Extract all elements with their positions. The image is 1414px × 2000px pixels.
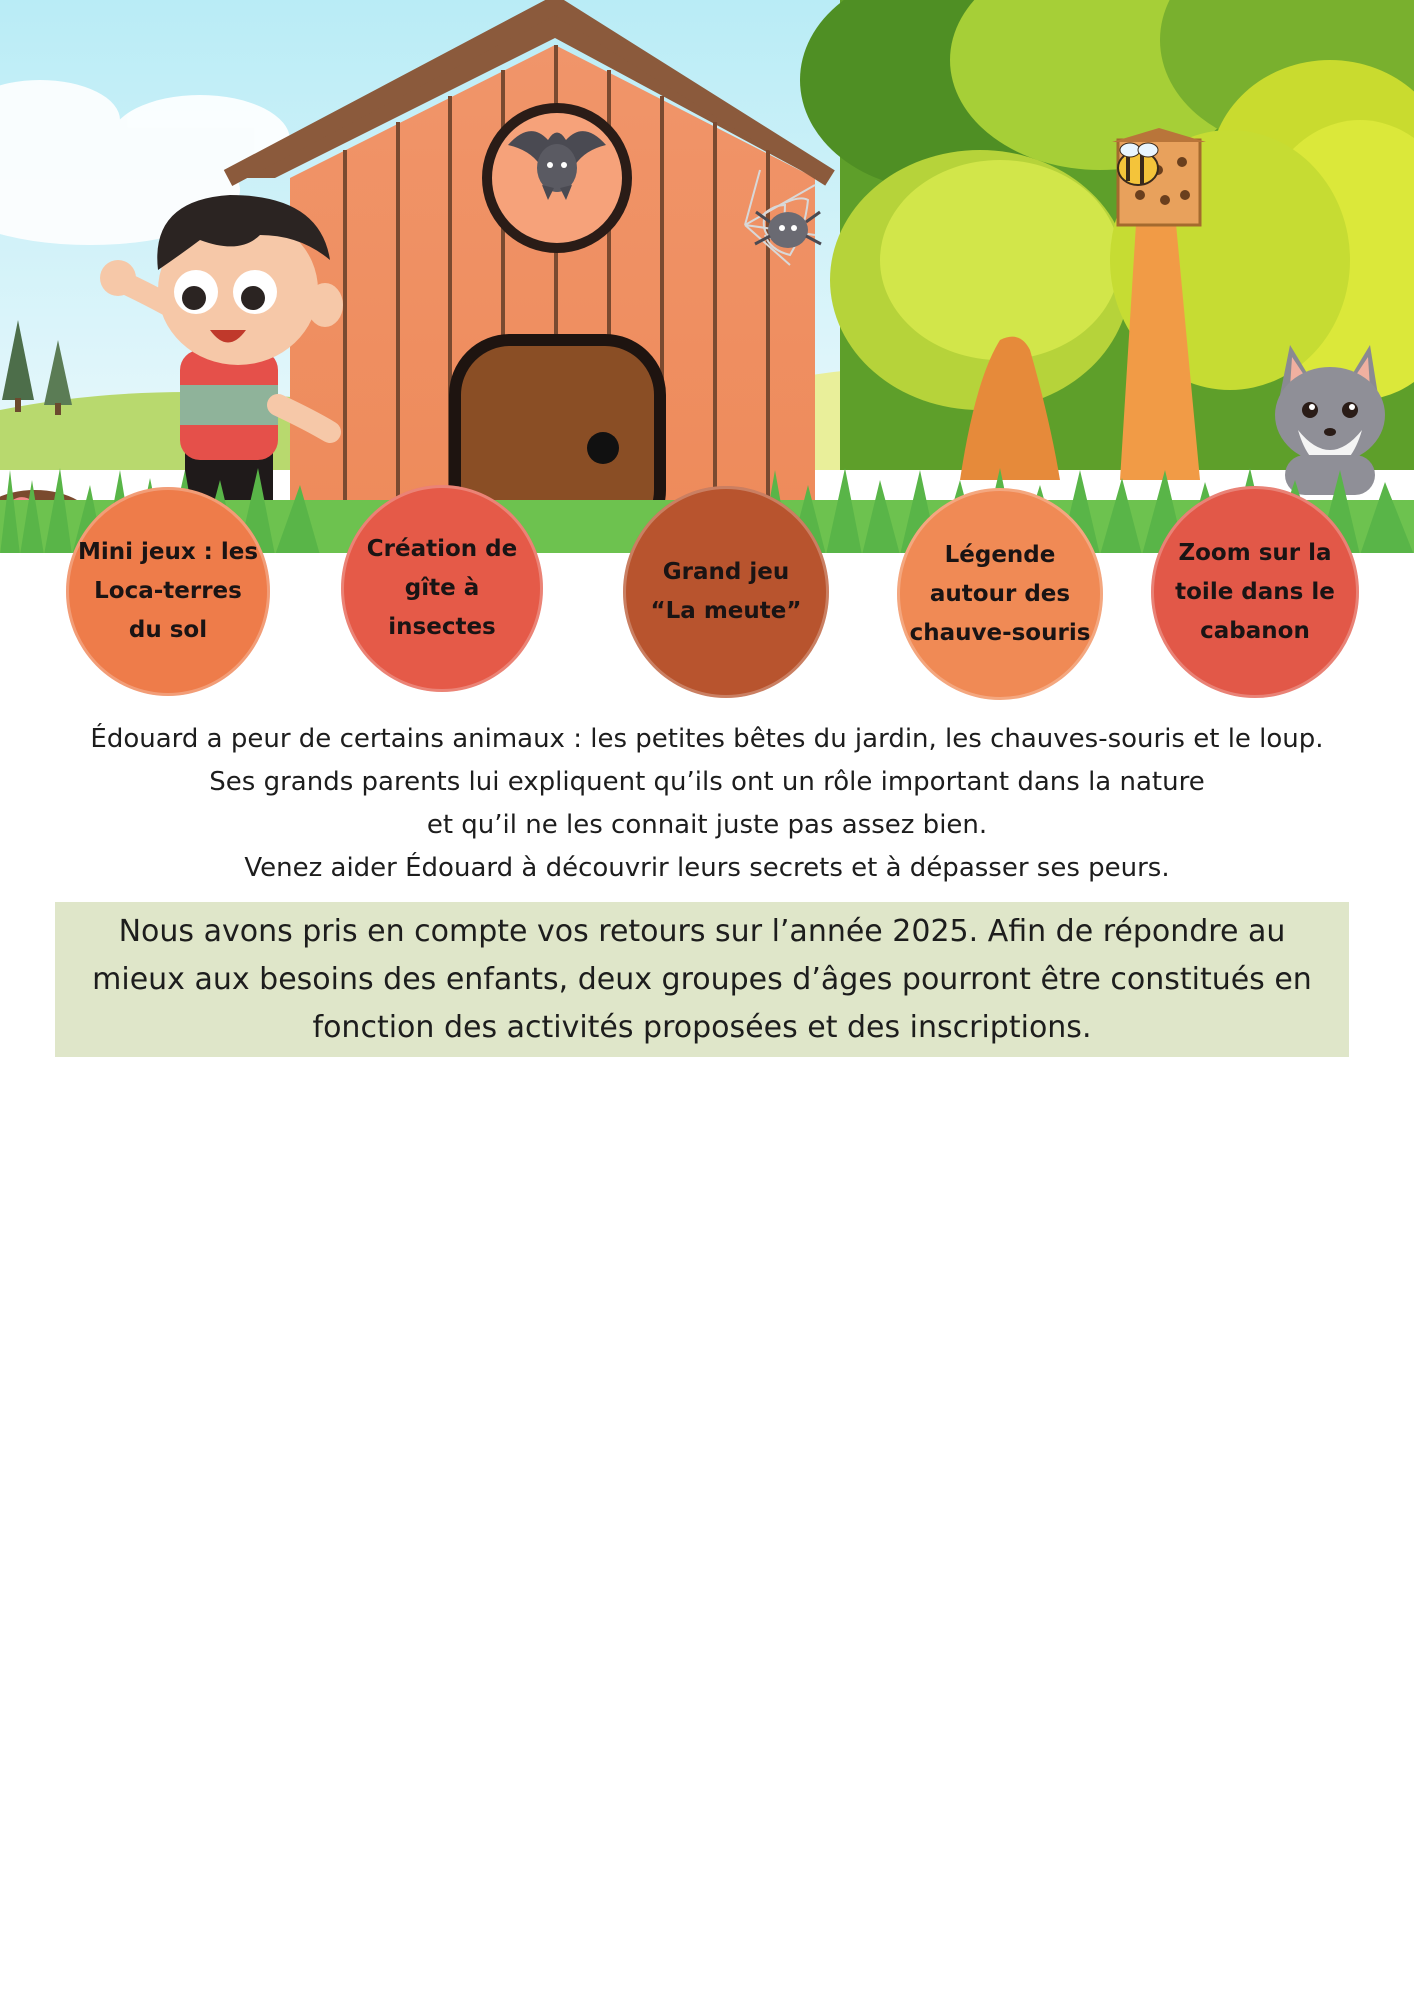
activity-label: Création de gîte à insectes <box>366 536 518 640</box>
intro-paragraph <box>40 718 1374 890</box>
notice-line: Nous avons pris en compte vos retours sur l’année 2025. Afin de répondre au <box>118 913 1286 949</box>
activity-circle-2 <box>341 485 543 692</box>
notice-text <box>87 908 1317 1052</box>
activity-circle-1 <box>66 487 270 696</box>
notice-box <box>55 902 1349 1057</box>
door-knob <box>587 432 619 464</box>
activity-label: Zoom sur la toile dans le cabanon <box>1175 539 1335 644</box>
illustration-scene <box>0 0 1414 560</box>
notice-line: fonction des activités proposées et des inscriptions. <box>312 1009 1092 1045</box>
scene-svg <box>0 0 1414 560</box>
activities-row <box>0 480 1414 710</box>
wolf-icon <box>1275 345 1385 495</box>
intro-line: Édouard a peur de certains animaux : les petites bêtes du jardin, les chauves-souris et le loup. <box>90 724 1324 754</box>
activity-circle-4 <box>897 488 1103 700</box>
activity-circle-5 <box>1151 486 1359 698</box>
activity-label: Légende autour des chauve-souris <box>909 541 1091 646</box>
bee-icon <box>1118 143 1158 185</box>
intro-line: et qu’il ne les connait juste pas assez bien. <box>426 810 988 840</box>
intro-line: Venez aider Édouard à découvrir leurs secrets et à dépasser ses peurs. <box>244 853 1170 883</box>
notice-line: mieux aux besoins des enfants, deux groupes d’âges pourront être constitués en <box>92 961 1312 997</box>
intro-line: Ses grands parents lui expliquent qu’ils ont un rôle important dans la nature <box>209 767 1205 797</box>
activity-label: Grand jeu “La meute” <box>650 559 802 624</box>
activity-circle-3 <box>623 486 829 698</box>
activity-label: Mini jeux : les Loca-terres du sol <box>77 539 259 643</box>
